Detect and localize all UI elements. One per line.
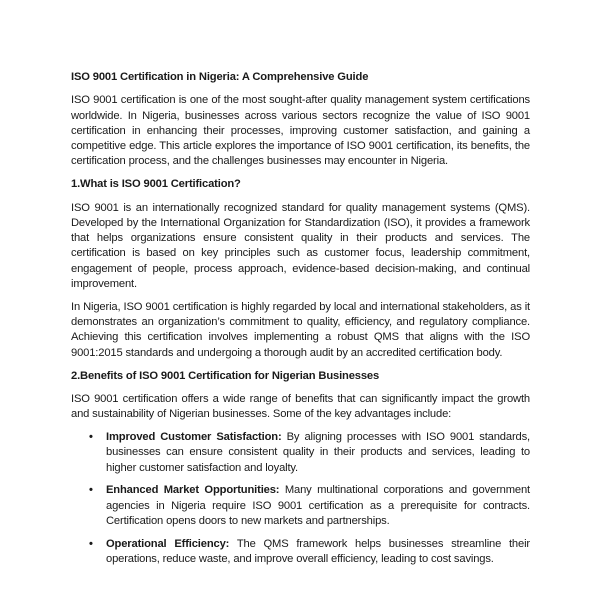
document-title: ISO 9001 Certification in Nigeria: A Comprehensive Guide: [71, 71, 369, 83]
bullet-term: Enhanced Market Opportunities:: [106, 484, 280, 497]
section-1-paragraph-2: In Nigeria, ISO 9001 certification is highly regarded by local and international stakeholders, as it demonstrates an organization’s commitment to quality, efficiency, and regulatory compliance. Achieving this certification involves implementing a robust QMS that aligns with the ISO 9001:2015 standards and undergoing a thorough audit by an accredited certification body.: [71, 300, 530, 359]
section-2-paragraph-1: ISO 9001 certification offers a wide range of benefits that can significantly impact the growth and sustainability of Nigerian businesses. Some of the key advantages include:: [71, 392, 530, 421]
section-heading-what-is: 1.What is ISO 9001 Certification?: [71, 178, 241, 191]
bullet-term: Improved Customer Satisfaction:: [106, 430, 282, 443]
bullet-icon: •: [89, 430, 93, 443]
bullet-icon: •: [89, 537, 93, 550]
bullet-text: By aligning processes with ISO 9001 standards, businesses can ensure consistent quality in their products and services, leading to higher customer satisfaction and loyalty.: [106, 430, 530, 474]
list-item: [71, 430, 530, 476]
list-item: [71, 537, 530, 568]
bullet-term: Operational Efficiency:: [106, 537, 230, 550]
intro-paragraph: ISO 9001 certification is one of the most sought-after quality management system certifications worldwide. In Nigeria, businesses across various sectors recognize the value of ISO 9001 certification in enhancing their processes, improving customer satisfaction, and gaining a competitive edge. This article explores the importance of ISO 9001 certification, its benefits, the certification process, and the challenges businesses may encounter in Nigeria.: [71, 94, 530, 168]
section-1-paragraph-1: ISO 9001 is an internationally recognized standard for quality management systems (QMS). Developed by the International Organization for Standardization (ISO), it provides a framework that helps organizations ensure consistent quality in their products and services. The certification is based on key principles such as customer focus, leadership commitment, engagement of people, process approach, evidence-based decision-making, and continual improvement.: [71, 201, 530, 291]
document-page: [71, 70, 530, 575]
list-item: [71, 483, 530, 529]
section-heading-benefits: 2.Benefits of ISO 9001 Certification for Nigerian Businesses: [71, 369, 380, 382]
benefits-list: [71, 430, 530, 567]
bullet-text: Many multinational corporations and government agencies in Nigeria require ISO 9001 certification as a prerequisite for contracts. Certification opens doors to new markets and partnerships.: [106, 484, 530, 527]
bullet-icon: •: [89, 484, 93, 497]
bullet-text: The QMS framework helps businesses streamline their operations, reduce waste, and improve overall efficiency, leading to cost savings.: [106, 537, 530, 566]
